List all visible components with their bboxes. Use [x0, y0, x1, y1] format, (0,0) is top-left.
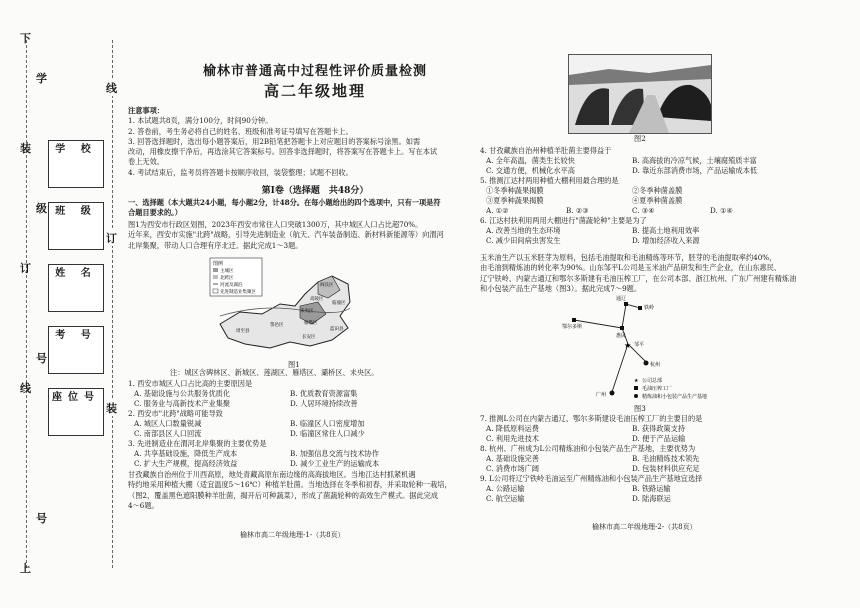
answer-option[interactable]: A. 基础设施与公共服务优质化 [134, 389, 231, 398]
xian-district-map [200, 254, 380, 362]
seat-number-field[interactable]: 座位号 [48, 388, 104, 436]
map-legend-item: 河流及湖泊 [220, 283, 243, 288]
passage-1: 图1为西安市行政区划图，2023年西安市常住人口突破1300万，其中城区人口占比超70%。 近年来，西安市实施"北跨"战略，引导先进制造业（航天、汽车装备制造、新材料新能源等）向渭河 北岸集聚，带动人口合理有序北迁。据此完成1～3题。 [128, 220, 444, 250]
note-line: 改动，用橡皮擦干净后，再选涂其它答案标号。回答非选择题时，将答案写在答题卡上。写在本试 [128, 147, 438, 157]
answer-option[interactable]: D. ①④ [710, 206, 733, 215]
binding-mark: 上 [20, 562, 31, 575]
figure-1-note: 注：城区含碑林区、新城区、莲湖区、雁塔区、灞桥区、未央区。 [170, 368, 379, 377]
map-legend-item: 精炼油和小包装产品生产基地 [642, 394, 708, 400]
answer-option[interactable]: B. 提高土地利用效率 [632, 226, 700, 235]
note-line: 2. 答卷前，考生务必将自己的姓名、班级和准考证号填写在答题卡上。 [128, 126, 353, 136]
binding-mark: 装 [20, 142, 31, 155]
binding-mark: 线 [20, 382, 31, 395]
company-network-map [560, 292, 720, 412]
factory-marker [624, 302, 628, 306]
map-legend-item: 主城区 [220, 269, 234, 274]
answer-option[interactable]: C. ③④ [632, 206, 655, 215]
answer-option[interactable]: D. 临潼区常住人口减少 [290, 429, 365, 438]
answer-option[interactable]: B. 毛油精炼技术领先 [632, 454, 700, 463]
answer-option[interactable]: C. 南部县区人口回流 [134, 429, 202, 438]
binding-mark: 号 [36, 512, 47, 525]
map-district-label: 未央区 [300, 309, 314, 314]
statement-item: ③夏季种蔬果揭膜 [486, 196, 544, 205]
answer-option[interactable]: B. 优质教育资源富集 [290, 389, 358, 398]
answer-option[interactable]: B. 临潼区人口密度增加 [290, 419, 365, 428]
exam-number-field[interactable]: 考 号 [48, 326, 104, 374]
question-6-more [480, 236, 840, 248]
map-district-label: 周至县 [236, 329, 250, 334]
map-district-label: 阎良区 [320, 283, 334, 288]
binding-mark: 线 [106, 82, 117, 95]
exam-title: 榆林市普通高中过程性评价质量检测 [202, 64, 427, 79]
answer-option[interactable]: B. 高海拔的冷凉气候，土壤腐殖质丰富 [632, 156, 757, 165]
map-district-label: 鄠邑区 [270, 323, 284, 328]
question-stem: 4. 甘孜藏族自治州种植羊肚菌主要得益于 [480, 146, 612, 155]
note-line: 3. 回答选择题时，选出每小题答案后，用2B铅笔把答题卡上对应题目的答案标号涂黑。如需 [128, 136, 421, 146]
notes-block [128, 106, 468, 178]
binding-mark: 学 [36, 72, 47, 85]
city-label: 通辽 [616, 296, 627, 302]
greenhouse-photo-drawing [569, 55, 711, 133]
passage-2: 甘孜藏族自治州位于川西高原，地处青藏高原东南边缘的高海拔地区。当地江达村抓紧机遇 特约地采用种植大棚（适宜温度5～16℃）种植羊肚菌。当地选择在冬季和初春，并采取轮种一栽培， （图2，覆盖黑色遮阳膜种羊肚菌，揭开后可种蔬菜），形成了菌蔬轮种的高效生产模式。据此完成 4～6题。 [128, 470, 452, 510]
map-legend-item: 北跨区 [220, 276, 234, 281]
figure-3-caption: 图3 [634, 404, 646, 413]
section-title: 第Ⅰ卷（选择题 共48分） [261, 186, 369, 196]
answer-option[interactable]: A. 共享基础设施，降低生产成本 [134, 449, 238, 458]
questions-4-6 [480, 146, 840, 236]
answer-option[interactable]: B. 加强信息交流与技术协作 [290, 449, 379, 458]
answer-option[interactable]: C. 消费市场广阔 [486, 464, 539, 473]
map-district-label: 雁塔区 [304, 321, 318, 326]
city-label: 惠民 [616, 333, 627, 339]
binding-mark: 装 [106, 402, 117, 415]
questions-7-9 [480, 414, 840, 514]
page-footer-right: 榆林市高二年级地理-2-（共8页） [592, 523, 697, 531]
page-footer-left: 榆林市高二年级地理-1-（共8页） [240, 531, 345, 539]
answer-option[interactable]: A. 城区人口数量锐减 [134, 419, 202, 428]
headquarters-star-icon: ★ [624, 341, 632, 350]
map-legend-item: 先进制造业集聚区 [220, 290, 256, 295]
refinery-marker [644, 361, 649, 366]
binding-mark: 号 [36, 352, 47, 365]
answer-option[interactable]: A. ①② [486, 206, 509, 215]
map-district-label: 临潼区 [332, 301, 346, 306]
answer-option[interactable]: C. 服务业与高新技术产业集聚 [134, 399, 231, 408]
question-stem: 7. 推测L公司在内蒙古通辽、鄂尔多斯建设毛油压榨工厂的主要目的是 [480, 414, 703, 423]
answer-option[interactable]: D. 增加经济收入来源 [632, 236, 700, 245]
legend-square-icon [634, 386, 638, 390]
answer-option[interactable]: B. ②③ [566, 206, 589, 215]
answer-option[interactable]: D. 人居环境持续改善 [290, 399, 358, 408]
binding-mark: 订 [20, 262, 31, 275]
binding-mark: 下 [20, 32, 31, 45]
question-stem: 6. 江达村扶利用两用大棚进行"菌蔬轮种"主要是为了 [480, 216, 647, 225]
answer-option[interactable]: D. 减少工业生产的运输成本 [290, 459, 380, 468]
question-stem: 1. 西安市城区人口占比高的主要原因是 [128, 379, 253, 388]
answer-option[interactable]: C. 航空运输 [486, 494, 525, 503]
question-stem: 8. 杭州、广州成为L公司精炼油和小包装产品生产基地，主要优势为 [480, 444, 696, 453]
factory-marker [620, 326, 624, 330]
answer-option[interactable]: A. 基础设施完善 [486, 454, 539, 463]
legend-dot-icon [634, 394, 638, 398]
city-label: 杭州 [650, 362, 661, 368]
binding-mark: 订 [106, 232, 117, 245]
map-district-label: 高陵区 [310, 297, 324, 302]
answer-option[interactable]: A. 改善当地的生态环境 [486, 226, 561, 235]
question-stem: 2. 西安市"北跨"战略可能导致 [128, 409, 223, 418]
legend-star-icon: ★ [634, 378, 639, 384]
factory-marker [572, 318, 576, 322]
answer-option[interactable]: C. 减少田间病虫害发生 [486, 236, 561, 245]
answer-option[interactable]: A. 全年高温，菌类生长较快 [486, 156, 575, 165]
answer-option[interactable]: A. 公路运输 [486, 484, 525, 493]
city-label: 鄂尔多斯 [562, 324, 583, 330]
factory-marker [638, 306, 642, 310]
class-field[interactable]: 班 级 [48, 202, 104, 250]
binding-mark: 级 [36, 202, 47, 215]
answer-option[interactable]: D. 便于产品运输 [632, 434, 686, 443]
passage-3: 玉米油生产以玉米胚芽为原料，包括毛油提取和毛油精炼等环节，胚芽的毛油提取率约40%， 由毛油到精炼油的转化率为90%。山东邹平L公司是玉米油产品研发和生产企业，在山东惠民、 辽宁铁岭、内蒙古通辽和鄂尔多斯建有毛油压榨工厂，在公司本部、浙江杭州、广东广州建有精炼油 和小包装产品生产基地（图3）。据此完成7～9题。 [480, 253, 797, 293]
map-legend-item: 毛油压榨工厂 [642, 386, 673, 392]
binding-strip [0, 0, 120, 608]
exam-subtitle: 高二年级地理 [263, 82, 366, 100]
answer-option[interactable]: A. 降低原料运费 [486, 424, 539, 433]
answer-option[interactable]: D. 靠近东部消费市场，产品运输成本低 [632, 166, 758, 175]
answer-option[interactable]: C. 利用先进技术 [486, 434, 539, 443]
notes-heading: 注意事项： [128, 106, 164, 115]
section-intro: 一、选择题（本大题共24小题，每小题2分，计48分。在每小题给出的四个选项中，只有一项是符 合题目要求的。） [128, 198, 441, 218]
note-line: 卷上无效。 [128, 157, 164, 167]
question-stem: 9. L公司将辽宁铁岭毛油运至广州精炼油和小包装产品生产基地宜选择 [480, 474, 703, 483]
city-label: 邹平 [634, 342, 645, 348]
refinery-marker [610, 391, 615, 396]
name-field[interactable]: 姓 名 [48, 264, 104, 312]
statement-item: ④夏季种菌盖膜 [632, 196, 683, 205]
question-stem: 5. 推测江达村两用种植大棚利用最合理的是 [480, 176, 619, 185]
answer-option[interactable]: C. 交通方便，机械化水平高 [486, 166, 575, 175]
school-field[interactable]: 学 校 [48, 140, 104, 188]
map-district-label: 蓝田县 [330, 327, 344, 332]
questions-1-3 [128, 379, 478, 479]
note-line: 4. 考试结束后，监考员将答题卡按顺序收回，装袋整理；试题不回收。 [128, 167, 353, 177]
statement-item: ①冬季种蔬果揭膜 [486, 186, 544, 195]
city-label: 广州 [596, 392, 607, 398]
figure-2-caption: 图2 [634, 134, 646, 143]
city-label: 铁岭 [644, 305, 655, 311]
figure-1-caption: 图1 [288, 360, 300, 369]
map-legend-item: 公司总部 [642, 378, 663, 384]
statement-item: ②冬季种菌盖膜 [632, 186, 683, 195]
cut-line-outer [26, 40, 27, 568]
map-legend-title: 图例 [213, 261, 224, 267]
answer-option[interactable]: B. 获得政策支持 [632, 424, 685, 433]
note-line: 1. 本试题共8页，满分100分，时间90分钟。 [128, 116, 273, 126]
answer-option[interactable]: D. 包装材料供应充足 [632, 464, 700, 473]
map-district-label: 长安区 [302, 335, 316, 340]
answer-option[interactable]: C. 扩大生产规模，提高经济效益 [134, 459, 238, 468]
greenhouse-photo [568, 54, 712, 134]
question-stem: 3. 先进制造业在渭河北岸集聚的主要优势是 [128, 439, 267, 448]
cut-line-inner [112, 40, 113, 568]
answer-option[interactable]: B. 铁路运输 [632, 484, 671, 493]
answer-option[interactable]: D. 陆海联运 [632, 494, 671, 503]
